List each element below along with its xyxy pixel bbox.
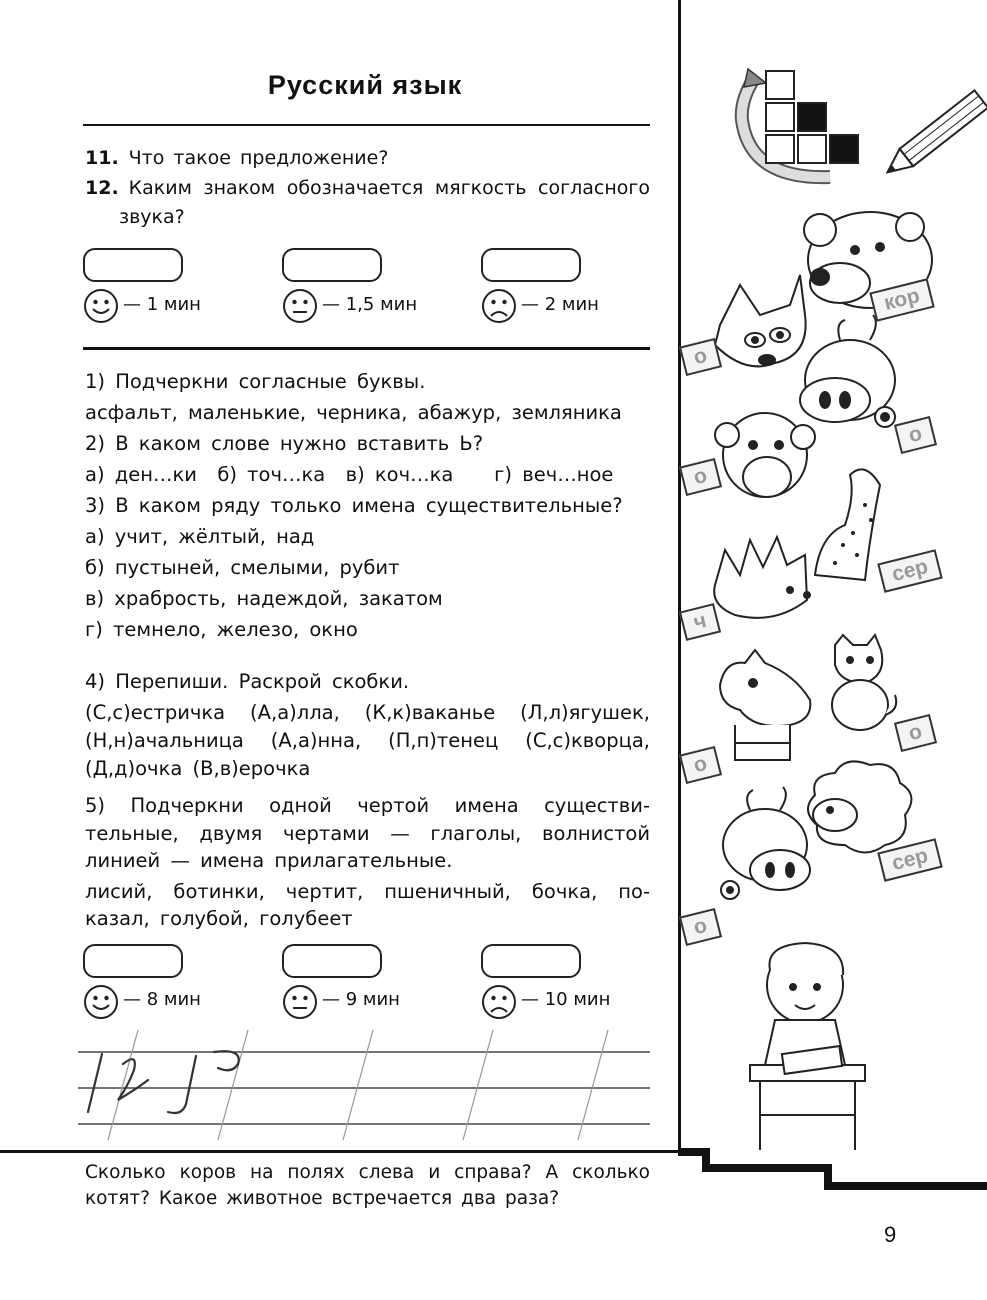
task-2-options: а) ден…ки б) точ…ка в) коч…ка г) веч…ное	[85, 463, 614, 486]
timer-row-top	[83, 248, 643, 338]
sad-face-icon	[481, 984, 517, 1020]
kitten-illustration	[832, 635, 896, 730]
task-3-prompt: 3) В каком ряду только имена существительные?	[85, 494, 623, 517]
syllable-tag: о	[679, 908, 722, 946]
task-5-words: казал, голубой, голубеет	[85, 907, 353, 930]
bottom-question-line: Сколько коров на полях слева и справа? А сколько	[85, 1162, 650, 1183]
section-divider	[83, 347, 650, 350]
happy-face-icon	[83, 288, 119, 324]
hedgehog-illustration	[714, 537, 810, 618]
task-3-option-a: а) учит, жёлтый, над	[85, 525, 315, 548]
question-number: 12.	[85, 177, 119, 199]
task-4-line: (Н,н)ачальница (А,а)нна, (П,п)тенец (С,с)кворца,	[85, 729, 650, 752]
task-5-line: 5) Подчеркни одной чертой имена существи-	[85, 794, 650, 817]
answer-box[interactable]	[481, 248, 581, 282]
giraffe-illustration	[720, 650, 810, 760]
handwriting-sample	[88, 1051, 239, 1113]
bottom-divider	[0, 1150, 680, 1153]
task-4	[85, 668, 650, 783]
task-4-line: (С,с)естричка (А,а)лла, (К,к)ваканье (Л,л)ягушек,	[85, 701, 650, 724]
task-list	[85, 366, 650, 645]
question-text: Что такое предложение?	[128, 147, 389, 169]
sheep-illustration	[808, 761, 911, 852]
happy-face-icon	[83, 984, 119, 1020]
time-label: — 2 мин	[521, 294, 599, 315]
time-label: — 9 мин	[322, 989, 400, 1010]
bottom-question	[85, 1160, 650, 1212]
task-3-option-b: б) пустыней, смелыми, рубит	[85, 556, 400, 579]
time-label: — 8 мин	[123, 989, 201, 1010]
timer-row-bottom	[83, 944, 643, 1034]
task-5-line: тельные, двумя чертами — глаголы, волнистой	[85, 821, 650, 845]
monkey-illustration	[715, 413, 815, 497]
shape-rotation-icon	[730, 65, 865, 185]
time-label: — 1,5 мин	[322, 294, 418, 315]
task-3-option-c: в) храбрость, надеждой, закатом	[85, 587, 443, 610]
neutral-face-icon	[282, 288, 318, 324]
handwriting-practice-lines	[78, 1030, 653, 1145]
fox-illustration	[715, 275, 806, 366]
page-number: 9	[884, 1222, 897, 1247]
task-5-line: линией — имена прилагательные.	[85, 849, 453, 872]
neutral-face-icon	[282, 984, 318, 1020]
answer-box[interactable]	[282, 248, 382, 282]
time-label: — 1 мин	[123, 294, 201, 315]
syllable-tag: сер	[877, 549, 943, 593]
question-12	[85, 174, 650, 232]
question-11	[85, 144, 388, 173]
sad-face-icon	[481, 288, 517, 324]
task-1-words: асфальт, маленькие, черника, абажур, земляника	[85, 401, 622, 424]
task-2-prompt: 2) В каком слове нужно вставить Ь?	[85, 432, 484, 455]
syllable-tag: о	[679, 458, 722, 496]
bottom-question-line: котят? Какое животное встречается два раза?	[85, 1188, 560, 1209]
syllable-tag: о	[679, 746, 722, 784]
task-5-words: лисий, ботинки, чертит, пшеничный, бочка, по-	[85, 879, 650, 903]
syllable-tag: ч	[679, 603, 721, 641]
answer-box[interactable]	[83, 248, 183, 282]
answer-box[interactable]	[481, 944, 581, 978]
syllable-tag: сер	[877, 838, 943, 882]
page-title: Русский язык	[267, 70, 463, 100]
question-text: Каким знаком обозначается мягкость согласного	[128, 177, 650, 199]
question-text-continued: звука?	[119, 206, 185, 228]
cow-illustration	[721, 787, 810, 899]
time-label: — 10 мин	[521, 989, 611, 1010]
syllable-tag: о	[894, 714, 937, 752]
task-4-prompt: 4) Перепиши. Раскрой скобки.	[85, 670, 410, 693]
girl-at-desk-illustration	[750, 943, 865, 1150]
task-3-option-d: г) темнело, железо, окно	[85, 618, 358, 641]
syllable-tag: о	[894, 416, 937, 454]
answer-box[interactable]	[282, 944, 382, 978]
animal-illustrations	[695, 205, 987, 1155]
task-4-line: (Д,д)очка (В,в)ерочка	[85, 757, 311, 780]
syllable-tag: о	[679, 338, 722, 376]
answer-box[interactable]	[83, 944, 183, 978]
giraffe-neck-illustration	[815, 469, 880, 580]
title-underline	[83, 124, 650, 126]
task-5	[85, 792, 650, 933]
column-separator	[678, 0, 681, 1152]
cow-illustration	[800, 315, 895, 427]
task-1-prompt: 1) Подчеркни согласные буквы.	[85, 370, 426, 393]
pencil-icon	[880, 88, 987, 188]
question-number: 11.	[85, 147, 119, 169]
syllable-tag: кор	[869, 278, 934, 322]
